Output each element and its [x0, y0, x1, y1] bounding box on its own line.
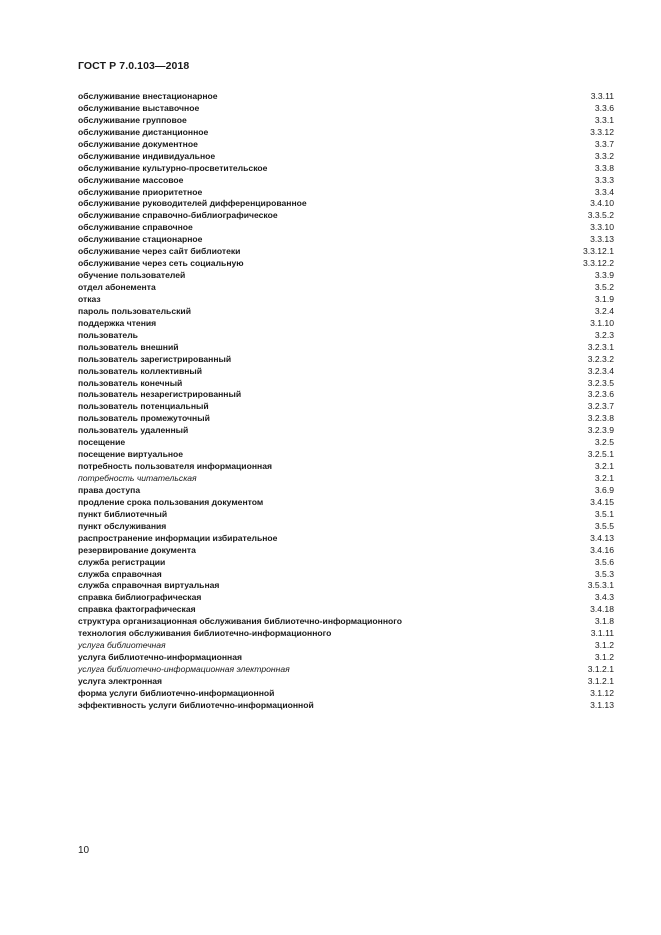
index-entry [78, 437, 614, 449]
index-entry [78, 222, 614, 234]
index-reference: 3.1.13 [590, 699, 614, 710]
index-term: обслуживание руководителей дифференцированное [78, 198, 307, 209]
index-term: обслуживание культурно-просветительское [78, 162, 268, 173]
page-number: 10 [78, 845, 90, 856]
index-term: обслуживание стационарное [78, 234, 203, 245]
index-term: обучение пользователей [78, 270, 186, 281]
index-term: структура организационная обслуживания библиотечно-информационного [78, 616, 402, 627]
index-entry [78, 521, 614, 533]
index-entry [78, 640, 614, 652]
index-entry [78, 604, 614, 616]
index-term: отказ [78, 293, 101, 304]
index-reference: 3.2.3 [594, 329, 614, 340]
index-entry [78, 306, 614, 318]
index-entry [78, 294, 614, 306]
index-entry [78, 413, 614, 425]
index-term: продление срока пользования документом [78, 496, 264, 507]
index-entry [78, 175, 614, 187]
index-reference: 3.3.7 [594, 138, 614, 149]
index-entry [78, 270, 614, 282]
index-reference: 3.1.12 [590, 687, 614, 698]
index-reference: 3.1.8 [594, 616, 614, 627]
index-term: обслуживание дистанционное [78, 126, 209, 137]
index-reference: 3.3.12 [590, 126, 614, 137]
index-entry [78, 509, 614, 521]
index-reference: 3.1.2.1 [587, 675, 614, 686]
index-term: пользователь удаленный [78, 425, 189, 436]
index-reference: 3.2.3.9 [587, 425, 614, 436]
index-reference: 3.3.9 [594, 270, 614, 281]
index-term: обслуживание документное [78, 138, 198, 149]
index-reference: 3.3.12.2 [582, 258, 614, 269]
index-term: пользователь незарегистрированный [78, 389, 242, 400]
index-entry [78, 115, 614, 127]
index-reference: 3.2.5.1 [587, 449, 614, 460]
index-term: права доступа [78, 484, 141, 495]
index-term: пользователь коллективный [78, 365, 203, 376]
index-reference: 3.2.1 [594, 473, 614, 483]
index-reference: 3.5.3.1 [587, 580, 614, 591]
index-term: обслуживание справочно-библиографическое [78, 210, 278, 221]
index-entry [78, 449, 614, 461]
index-entry [78, 401, 614, 413]
index-term: технология обслуживания библиотечно-информационного [78, 628, 332, 639]
index-entry [78, 461, 614, 473]
index-entry [78, 664, 614, 676]
index-entry [78, 592, 614, 604]
index-reference: 3.4.16 [590, 544, 614, 555]
index-reference: 3.3.13 [590, 234, 614, 245]
index-reference: 3.3.3 [594, 174, 614, 185]
index-entry [78, 569, 614, 581]
index-reference: 3.4.18 [590, 604, 614, 615]
index-term: пользователь конечный [78, 377, 183, 388]
index-entry [78, 652, 614, 664]
index-term: резервирование документа [78, 544, 196, 555]
index-entry [78, 354, 614, 366]
index-entry [78, 318, 614, 330]
index-reference: 3.3.6 [594, 102, 614, 113]
index-entry [78, 127, 614, 139]
index-term: отдел абонемента [78, 282, 156, 292]
index-reference: 3.3.4 [594, 186, 614, 197]
index-reference: 3.4.3 [594, 592, 614, 603]
index-term: служба регистрации [78, 556, 166, 567]
index-term: обслуживание выставочное [78, 102, 200, 113]
index-entry [78, 258, 614, 270]
index-reference: 3.4.10 [590, 198, 614, 209]
document-header: ГОСТ Р 7.0.103—2018 [78, 60, 190, 72]
index-entry [78, 246, 614, 258]
index-term: пароль пользовательский [78, 305, 191, 316]
index-term: услуга библиотечная [78, 640, 166, 651]
index-term: обслуживание через сеть социальную [78, 258, 244, 269]
index-reference: 3.3.11 [590, 91, 614, 101]
index-entry [78, 151, 614, 163]
index-reference: 3.3.5.2 [587, 210, 614, 221]
index-entry [78, 210, 614, 222]
index-term: справка библиографическая [78, 592, 202, 603]
index-term: потребность пользователя информационная [78, 461, 272, 472]
index-entry [78, 187, 614, 199]
index-entry [78, 676, 614, 688]
index-entry [78, 580, 614, 592]
index-reference: 3.4.13 [590, 532, 614, 543]
index-entry [78, 103, 614, 115]
index-term: посещение виртуальное [78, 449, 184, 460]
index-term: пункт библиотечный [78, 508, 168, 519]
index-term: справка фактографическая [78, 604, 196, 615]
index-reference: 3.2.3.6 [587, 389, 614, 400]
index-term: обслуживание внестационарное [78, 91, 218, 101]
index-term: обслуживание индивидуальное [78, 150, 216, 161]
index-term: обслуживание справочное [78, 222, 193, 233]
index-reference: 3.4.15 [590, 496, 614, 507]
index-entry [78, 700, 614, 712]
index-term: пользователь [78, 329, 138, 340]
index-reference: 3.5.6 [594, 556, 614, 567]
index-reference: 3.2.1 [594, 461, 614, 472]
index-term: посещение [78, 437, 126, 448]
index-entry [78, 378, 614, 390]
index-term: эффективность услуги библиотечно-информационной [78, 699, 314, 710]
index-entry [78, 425, 614, 437]
index-reference: 3.6.9 [594, 484, 614, 495]
index-entry [78, 616, 614, 628]
index-entry [78, 91, 614, 103]
index-reference: 3.3.12.1 [582, 246, 614, 257]
index-entry [78, 234, 614, 246]
index-reference: 3.5.3 [594, 568, 614, 579]
index-term: пользователь потенциальный [78, 401, 209, 412]
index-entry [78, 497, 614, 509]
index-reference: 3.2.5 [594, 437, 614, 448]
index-entry [78, 628, 614, 640]
index-reference: 3.1.2 [594, 652, 614, 663]
index-entry [78, 557, 614, 569]
index-reference: 3.1.2.1 [587, 664, 614, 674]
index-entry [78, 533, 614, 545]
index-reference: 3.3.10 [590, 222, 614, 233]
index-term: пункт обслуживания [78, 520, 167, 531]
index-reference: 3.3.1 [594, 114, 614, 125]
index-reference: 3.3.8 [594, 162, 614, 173]
index-reference: 3.2.3.2 [587, 353, 614, 364]
index-term: обслуживание групповое [78, 114, 187, 125]
index-reference: 3.1.11 [590, 628, 614, 639]
index-term: пользователь промежуточный [78, 413, 210, 424]
index-term: обслуживание приоритетное [78, 186, 203, 197]
index-entry [78, 389, 614, 401]
index-reference: 3.2.3.7 [587, 401, 614, 412]
index-reference: 3.1.10 [590, 317, 614, 328]
index-reference: 3.3.2 [594, 150, 614, 161]
index-entry [78, 342, 614, 354]
index-entry [78, 473, 614, 485]
index-entry [78, 366, 614, 378]
index-entry [78, 163, 614, 175]
index-reference: 3.5.1 [594, 508, 614, 519]
index-term: форма услуги библиотечно-информационной [78, 687, 275, 698]
index-reference: 3.2.3.1 [587, 341, 614, 352]
index-term: служба справочная виртуальная [78, 580, 220, 591]
index-term: потребность читательская [78, 473, 197, 483]
index-term: услуга электронная [78, 675, 163, 686]
alphabetical-index [78, 91, 614, 712]
index-term: служба справочная [78, 568, 162, 579]
index-reference: 3.2.3.8 [587, 413, 614, 424]
index-reference: 3.5.2 [594, 282, 614, 292]
index-term: услуга библиотечно-информационная электронная [78, 664, 290, 674]
index-term: поддержка чтения [78, 317, 157, 328]
index-entry [78, 282, 614, 294]
index-reference: 3.1.2 [594, 640, 614, 651]
index-reference: 3.2.3.4 [587, 365, 614, 376]
index-reference: 3.1.9 [594, 293, 614, 304]
index-term: обслуживание через сайт библиотеки [78, 246, 241, 257]
index-entry [78, 198, 614, 210]
index-reference: 3.2.3.5 [587, 377, 614, 388]
index-reference: 3.5.5 [594, 520, 614, 531]
index-entry [78, 330, 614, 342]
index-entry [78, 688, 614, 700]
index-term: пользователь внешний [78, 341, 179, 352]
index-entry [78, 485, 614, 497]
index-entry [78, 139, 614, 151]
index-term: услуга библиотечно-информационная [78, 652, 243, 663]
index-entry [78, 545, 614, 557]
index-reference: 3.2.4 [594, 305, 614, 316]
index-term: распространение информации избирательное [78, 532, 278, 543]
index-term: обслуживание массовое [78, 174, 184, 185]
index-term: пользователь зарегистрированный [78, 353, 232, 364]
